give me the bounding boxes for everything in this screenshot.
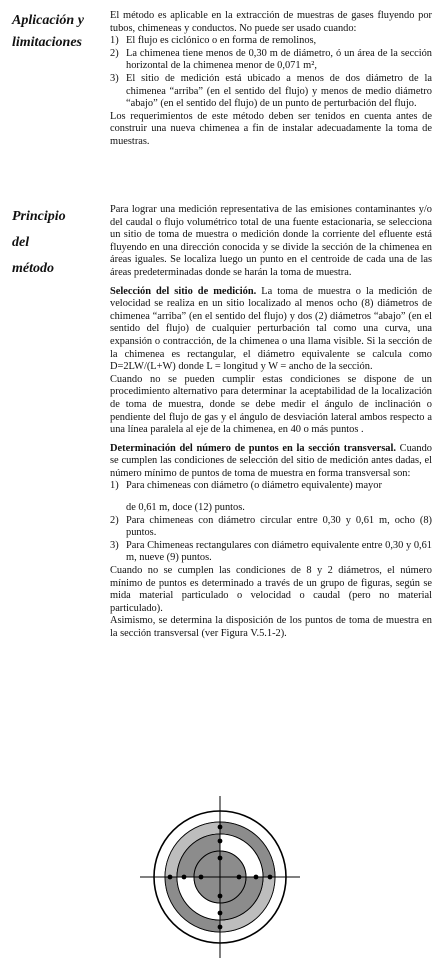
paragraph-site-selection: Selección del sitio de medición. La toma de muestra o la medición de velocidad se realiza en un sitio localizado al menos ocho (8) diámetros de chimenea “arriba” (en el sentido del flujo) y dos (2) diámetros “abajo” (en el sentido del flujo) de cualquier perturbación tal como una curva, una expansión o contracción, de la chimenea o una llama visible. Si la sección de la chimenea es rectangular, el diámetro equivalente se calcula como D=2LW/(L+W) donde L = longitud y W = ancho de la sección. [110, 285, 432, 373]
list-item: 1) El flujo es ciclónico o en forma de remolinos, [110, 35, 317, 47]
limitations-list [110, 35, 432, 111]
paragraph-figure-ref: Asimismo, se determina la disposición de los puntos de toma de muestra en la sección transversal (ver Figura V.5.1-2). [110, 615, 432, 639]
paragraph-alternative: Cuando no se pueden cumplir estas condiciones se dispone de un procedimiento alternativo para determinar la aceptabilidad de la localización de toma de muestra, donde se debe medir el ángulo de inclinación o pendiente del flujo de gas y el ángulo de desviación lateral ambos respecto a una línea paralela al eje de la chimenea, en 40 o más puntos . [110, 373, 432, 436]
paragraph-principle: Para lograr una medición representativa de las emisiones contaminantes y/o del caudal o flujo volumétrico total de una fuente estacionaria, se selecciona un sitio de toma de muestra o medición donde la corriente del efluente está fluyendo en una dirección conocida y se divide la sección de la chimenea en áreas iguales. Se localiza luego un punto en el centroide de cada una de las áreas predeterminadas donde se harán la toma de muestra. [110, 204, 432, 278]
list-item: 2) Para chimeneas con diámetro circular entre 0,30 y 0,61 m, ocho (8) puntos. [110, 514, 432, 539]
paragraph-points-number: Determinación del número de puntos en la sección transversal. Cuando se cumplen las condiciones de selección del sitio de medición antes dadas, el número mínimo de puntos de toma de muestra en forma transversal son: [110, 442, 432, 479]
list-item: 3) El sitio de medición está ubicado a menos de dos diámetro de la chimenea “arriba” (en el sentido del flujo) y menos de medio diámetro “abajo” (en el sentido del flujo) de un punto de perturbación del flujo. [110, 72, 432, 110]
section-body-aplicacion [110, 10, 432, 149]
section-heading-aplicacion: Aplicación y limitaciones [12, 13, 84, 50]
paragraph-nonconforming: Cuando no se cumplen las condiciones de 8 y 2 diámetros, el número mínimo de puntos es determinado a través de un grupo de figuras, según se mida material particulado o velocidad o caudal (pero no material particulado). [110, 565, 432, 614]
list-item: de 0,61 m, doce (12) puntos. [126, 502, 245, 514]
section-body-principio [110, 204, 432, 641]
list-item: 1) Para chimeneas con diámetro (o diámetro equivalente) mayor [110, 480, 382, 492]
section-heading-principio: Principio del método [12, 209, 66, 276]
paragraph-closing: Los requerimientos de este método deben ser tenidos en cuenta antes de construir una nueva chimenea a fin de instalar adecuadamente la toma de muestras. [110, 110, 432, 147]
list-item: 3) Para Chimeneas rectangulares con diámetro equivalente entre 0,30 y 0,61 m, nueve (9) puntos. [110, 539, 432, 564]
stack-cross-section-figure [120, 788, 320, 966]
paragraph-intro: El método es aplicable en la extracción de muestras de gases fluyendo por tubos, chimeneas y conductos. No puede ser usado cuando: [110, 10, 432, 34]
traverse-axes [140, 796, 300, 958]
list-item: 2) La chimenea tiene menos de 0,30 m de diámetro, ó un área de la sección horizontal de la chimenea menor de 0,071 m², [110, 47, 432, 72]
points-list [110, 480, 432, 565]
